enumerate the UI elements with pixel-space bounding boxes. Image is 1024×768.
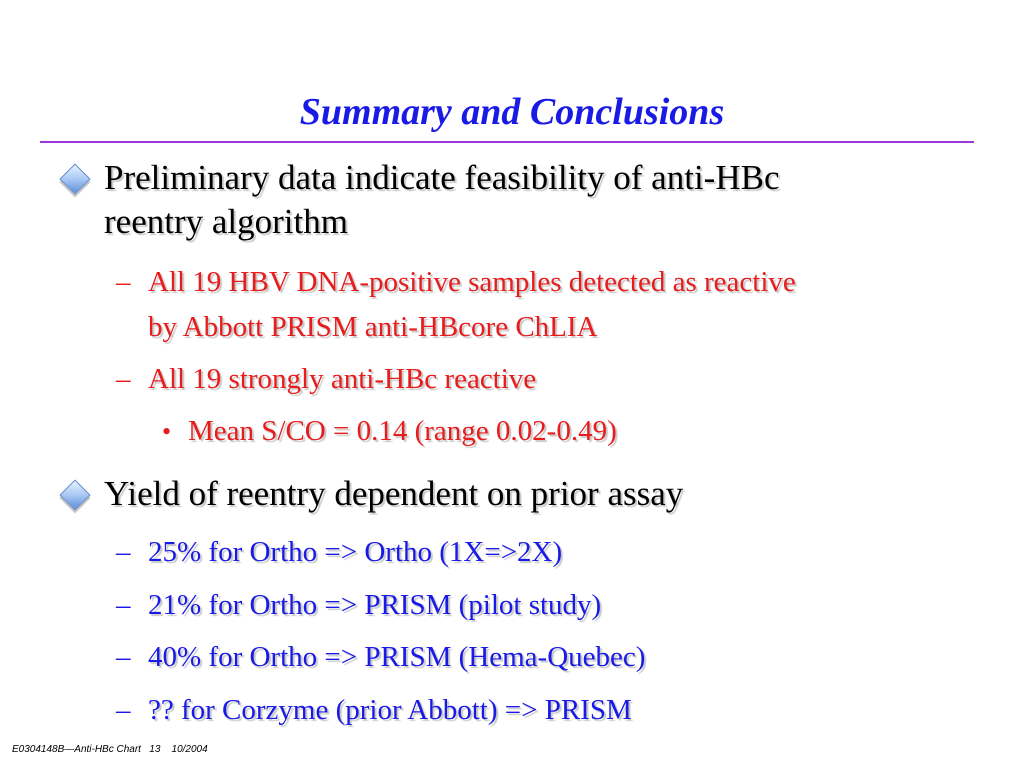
section-1-heading-line-1: Preliminary data indicate feasibility of anti-HBc [104, 158, 780, 197]
section-2-item-1: 25% for Ortho => Ortho (1X=>2X) [148, 536, 563, 568]
dash-bullet: – [116, 641, 131, 673]
section-1-heading-line-2: reentry algorithm [104, 202, 348, 241]
dash-bullet: – [116, 266, 131, 298]
dash-bullet: – [116, 536, 131, 568]
dash-bullet: – [116, 363, 131, 395]
title-divider [40, 141, 974, 143]
slide-footer: E0304148B—Anti-HBc Chart 13 10/2004 [12, 744, 208, 755]
section-2-item-3: 40% for Ortho => PRISM (Hema-Quebec) [148, 641, 646, 673]
section-1-item-2-sub: Mean S/CO = 0.14 (range 0.02-0.49) [188, 415, 617, 447]
section-1-item-2: All 19 strongly anti-HBc reactive [148, 363, 537, 395]
section-1-item-1-line-1: All 19 HBV DNA-positive samples detected as reactive [148, 266, 796, 298]
dash-bullet: – [116, 694, 131, 726]
diamond-bullet-icon [59, 479, 90, 510]
section-2-item-2: 21% for Ortho => PRISM (pilot study) [148, 589, 602, 621]
section-2-item-4: ?? for Corzyme (prior Abbott) => PRISM [148, 694, 632, 726]
dot-bullet: • [162, 417, 172, 446]
dash-bullet: – [116, 589, 131, 621]
section-1-item-1-line-2: by Abbott PRISM anti-HBcore ChLIA [148, 311, 598, 343]
diamond-bullet-icon [59, 163, 90, 194]
section-2-heading: Yield of reentry dependent on prior assay [104, 474, 684, 513]
slide-title: Summary and Conclusions [299, 91, 725, 133]
